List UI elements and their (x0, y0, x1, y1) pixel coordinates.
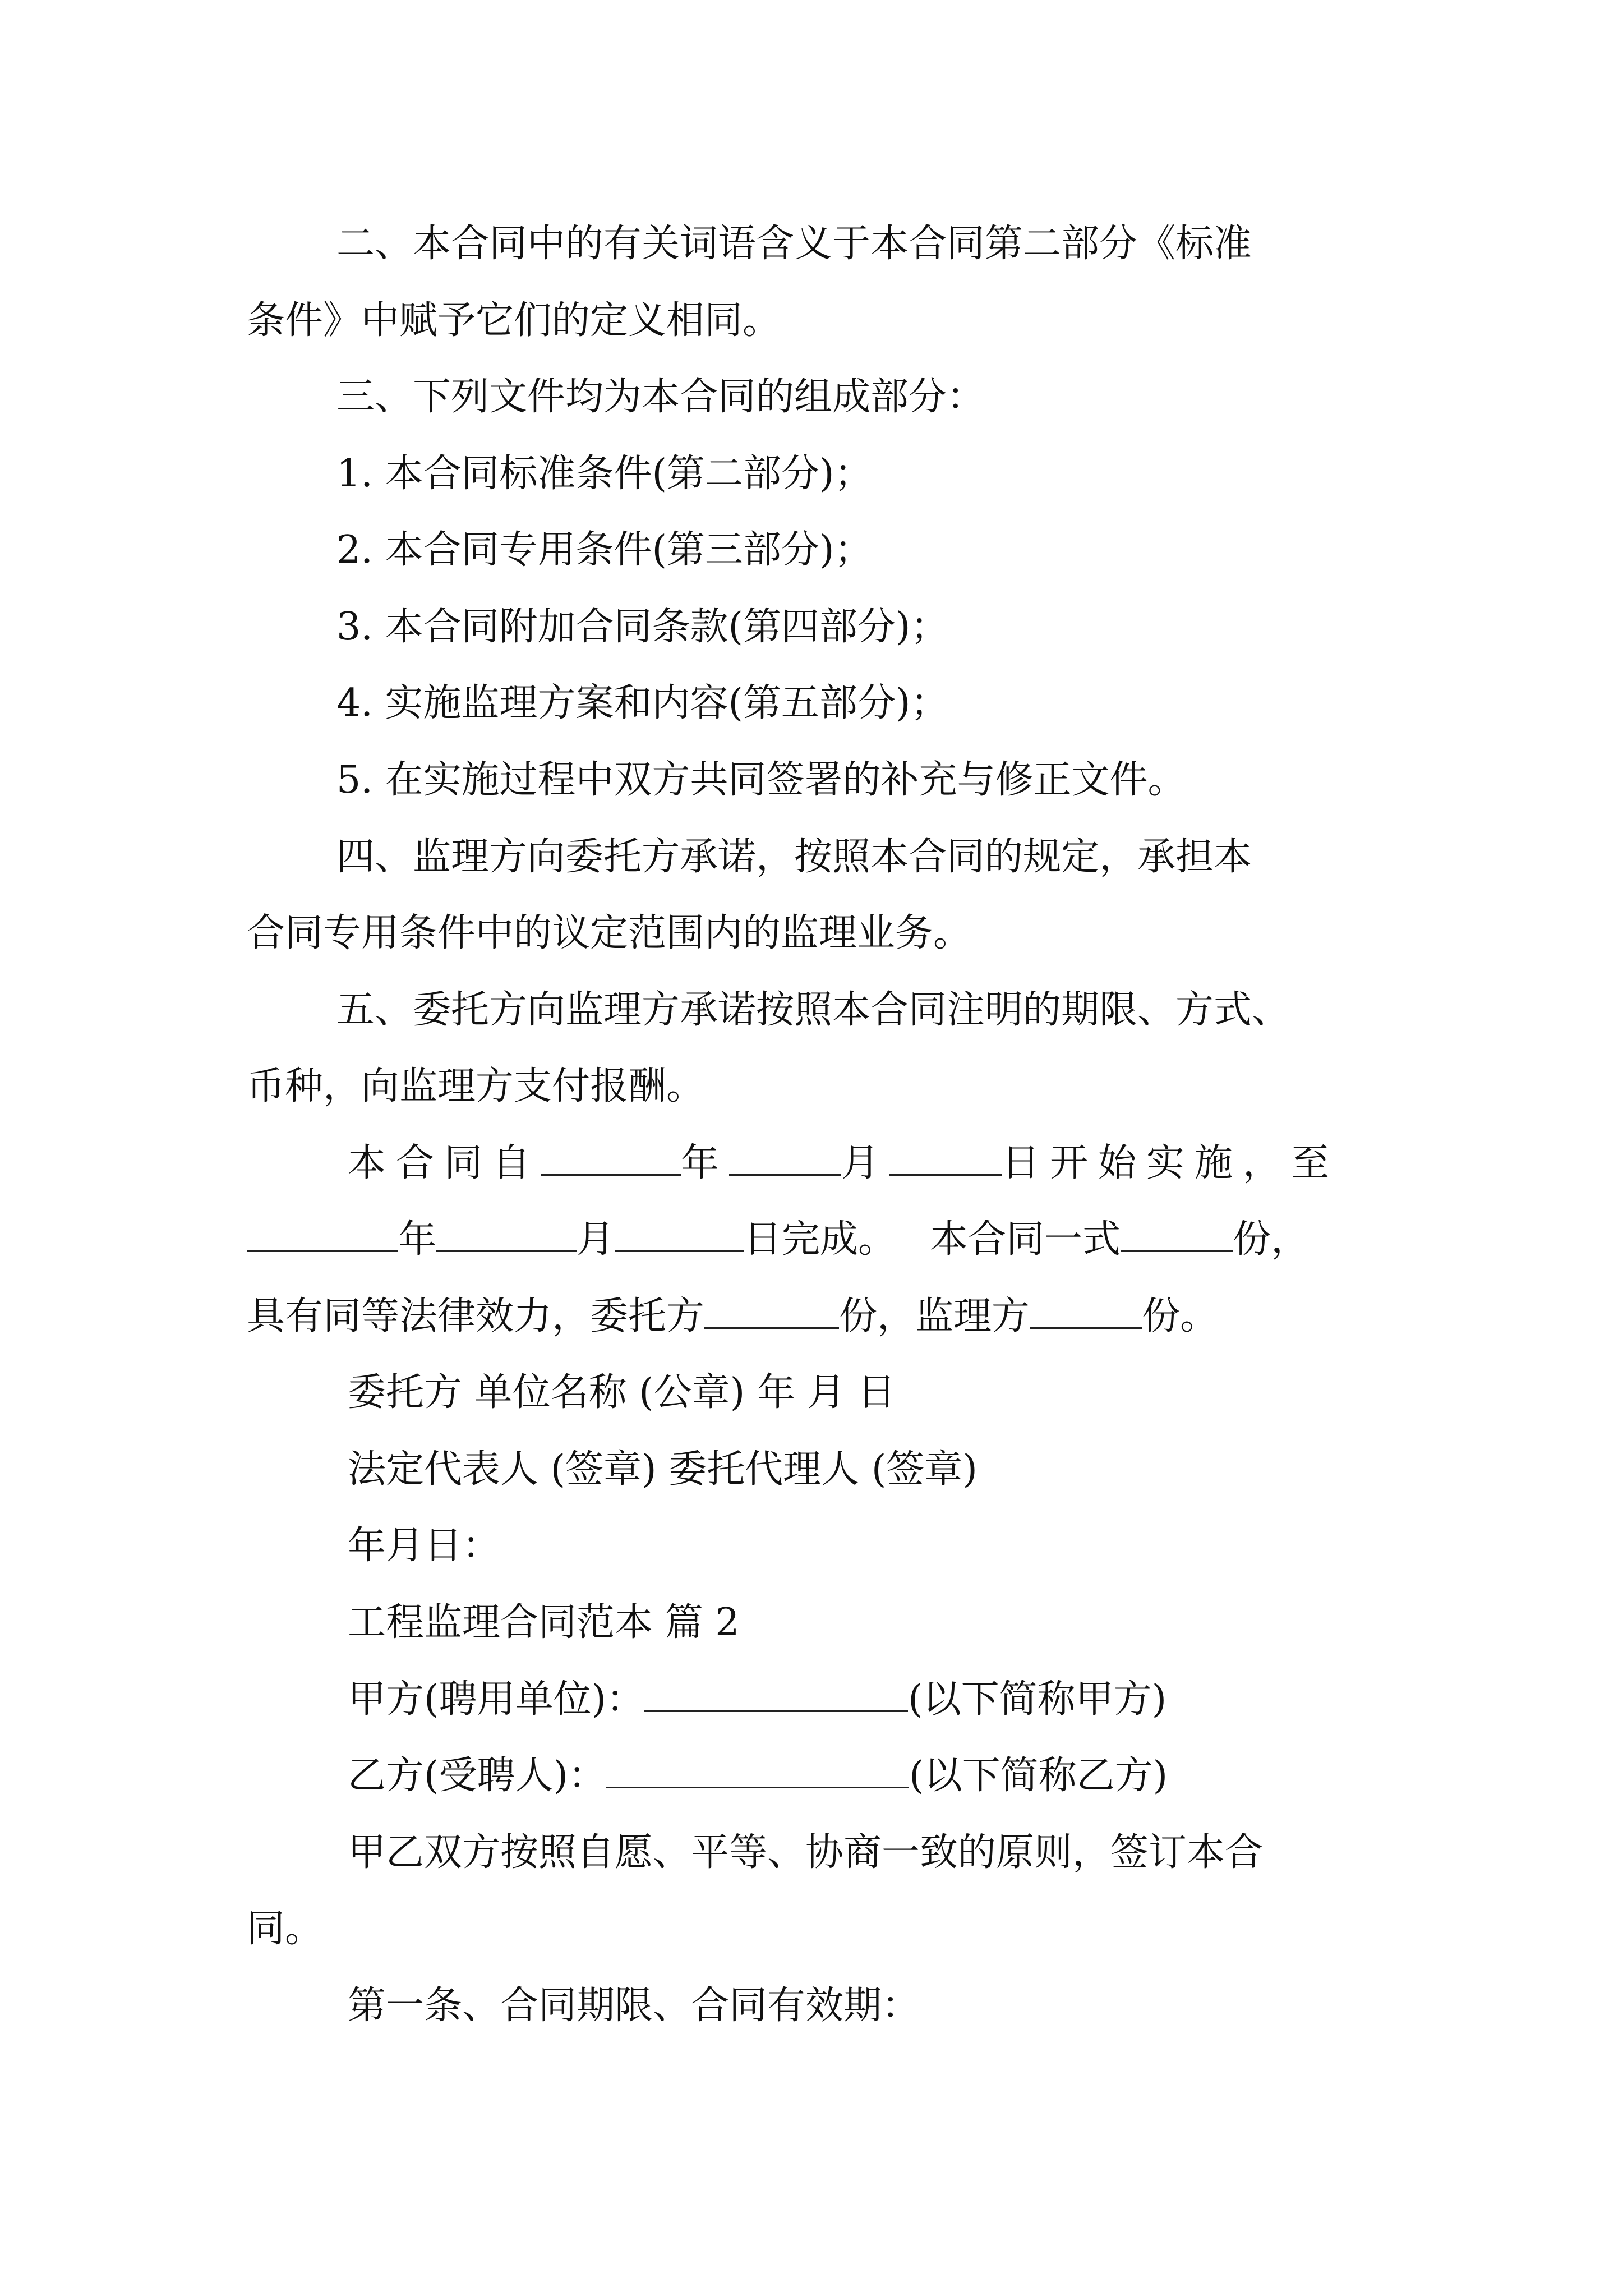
copies-prefix: 本合同一式 (930, 1217, 1121, 1262)
list-item: 3. 本合同附加合同条款(第四部分)； (336, 605, 949, 649)
month-label: 月 (841, 1141, 890, 1185)
party-b-blank (606, 1755, 909, 1788)
term-start-prefix: 本合同自 (348, 1141, 541, 1185)
party-b-suffix: (以下简称乙方) (909, 1754, 1168, 1798)
list-item: 2. 本合同专用条件(第三部分)； (336, 528, 873, 572)
party-a-line (348, 1677, 1166, 1722)
signature-line-1: 委托方 单位名称 (公章) 年 月 日 (348, 1370, 896, 1415)
term-line-3-mid: 份，监理方 (839, 1294, 1030, 1338)
end-month-blank (436, 1219, 577, 1252)
article-1-heading: 第一条、合同期限、合同有效期： (348, 1984, 920, 2028)
term-line-3 (247, 1294, 1218, 1339)
end-year-blank (247, 1219, 398, 1252)
end-day-blank (615, 1219, 744, 1252)
day-blank (889, 1143, 1002, 1176)
list-item: 5. 在实施过程中双方共同签署的补充与修正文件。 (336, 758, 1186, 802)
term-line-1 (348, 1141, 1339, 1186)
clause-4-line-2: 合同专用条件中的议定范围内的监理业务。 (247, 911, 972, 955)
list-item: 4. 实施监理方案和内容(第五部分)； (336, 681, 949, 725)
signature-line-3: 年月日： (348, 1524, 501, 1568)
section-title: 工程监理合同范本 篇 2 (348, 1600, 740, 1645)
party-a-label: 甲方(聘用单位)： (348, 1677, 645, 1722)
term-line-3-prefix: 具有同等法律效力，委托方 (247, 1294, 705, 1338)
term-line-3-suffix: 份。 (1142, 1294, 1219, 1338)
clause-5-line-1: 五、委托方向监理方承诺按照本合同注明的期限、方式、 (336, 988, 1290, 1032)
copies-suffix: 份， (1233, 1217, 1310, 1262)
copies-blank (1121, 1219, 1233, 1252)
list-item: 1. 本合同标准条件(第二部分)； (336, 452, 873, 496)
signature-line-2: 法定代表人 (签章) 委托代理人 (签章) (348, 1447, 978, 1492)
clause-3: 三、下列文件均为本合同的组成部分： (336, 375, 985, 419)
clause-2-line-2: 条件》中赋予它们的定义相同。 (247, 298, 781, 343)
term-day-start: 日开始实施，至 (1002, 1141, 1340, 1185)
year-blank (541, 1143, 681, 1176)
end-month-label: 月 (577, 1217, 615, 1262)
month-blank (729, 1143, 841, 1176)
client-copies-blank (704, 1296, 839, 1329)
party-b-label: 乙方(受聘人)： (348, 1754, 607, 1798)
end-year-label: 年 (398, 1217, 437, 1262)
party-a-suffix: (以下简称甲方) (908, 1677, 1167, 1722)
term-line-2 (247, 1217, 1309, 1262)
year-label: 年 (681, 1141, 730, 1185)
party-b-line (348, 1754, 1168, 1798)
party-a-blank (644, 1679, 908, 1712)
principle-line-2: 同。 (247, 1907, 324, 1951)
term-day-end: 日完成。 (744, 1217, 897, 1262)
principle-line-1: 甲乙双方按照自愿、平等、协商一致的原则，签订本合 (348, 1830, 1264, 1875)
clause-5-line-2: 币种，向监理方支付报酬。 (247, 1064, 705, 1108)
clause-2-line-1: 二、本合同中的有关词语含义于本合同第二部分《标准 (336, 222, 1252, 266)
clause-4-line-1: 四、监理方向委托方承诺，按照本合同的规定，承担本 (336, 835, 1252, 879)
supervisor-copies-blank (1030, 1296, 1142, 1329)
